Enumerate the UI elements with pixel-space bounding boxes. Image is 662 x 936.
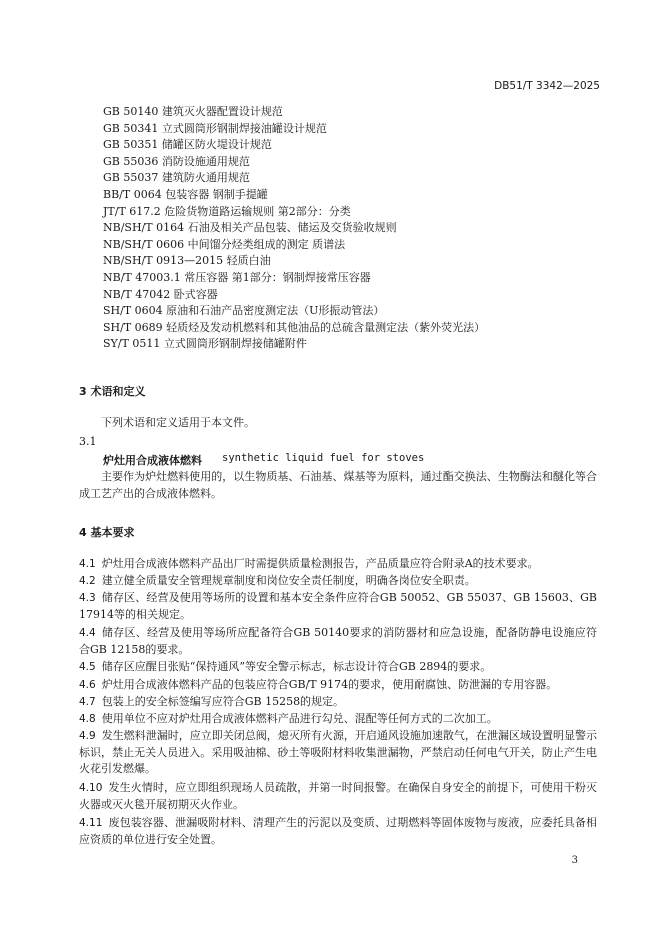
- normative-references-list: [103, 104, 485, 353]
- term-english: synthetic liquid fuel for stoves: [222, 452, 425, 464]
- reference-item: BB/T 0064 包装容器 钢制手提罐: [103, 187, 268, 201]
- term-definition: 主要作为炉灶燃料使用的，以生物质基、石油基、煤基等为原料，通过酯交换法、生物酶法和醚化等合成工艺产出的合成液体燃料。: [79, 470, 597, 500]
- item-number: 4.4: [79, 627, 96, 639]
- item-text: 建立健全质量安全管理规章制度和岗位安全责任制度，明确各岗位安全职责。: [101, 574, 476, 587]
- reference-item: GB 55036 消防设施通用规范: [103, 154, 250, 168]
- reference-item: GB 50341 立式圆筒形钢制焊接油罐设计规范: [103, 121, 327, 135]
- requirement-item: [79, 815, 597, 848]
- requirement-item: [79, 694, 597, 711]
- requirement-item: [79, 780, 597, 813]
- reference-item: SH/T 0689 轻质烃及发动机燃料和其他油品的总硫含量测定法（紫外荧光法）: [103, 320, 486, 334]
- section-4-heading: 4 基本要求: [79, 526, 135, 539]
- term-number: 3.1: [79, 435, 97, 448]
- item-number: 4.3: [79, 592, 96, 604]
- item-number: 4.8: [79, 713, 96, 725]
- item-text: 储存区、经营及使用等场所的设置和基本安全条件应符合GB 50052、GB 55037、GB 15603、GB 17914等的相关规定。: [79, 591, 597, 621]
- reference-item: NB/T 47042 卧式容器: [103, 287, 218, 301]
- reference-item: SY/T 0511 立式圆筒形钢制焊接储罐附件: [103, 337, 307, 351]
- reference-item: NB/SH/T 0606 中间馏分烃类组成的测定 质谱法: [103, 237, 346, 251]
- reference-item: JT/T 617.2 危险货物道路运输规则 第2部分：分类: [103, 204, 351, 218]
- item-text: 包装上的安全标签编写应符合GB 15258的规定。: [101, 695, 345, 708]
- requirement-item: [79, 659, 597, 676]
- item-text: 储存区应醒目张贴“保持通风”等安全警示标志，标志设计符合GB 2894的要求。: [101, 660, 492, 673]
- item-number: 4.11: [79, 817, 103, 829]
- item-number: 4.9: [79, 730, 96, 742]
- requirement-item: [79, 728, 597, 778]
- item-number: 4.1: [79, 558, 96, 570]
- item-text: 发生火情时，应立即组织现场人员疏散，并第一时间报警。在确保自身安全的前提下，可使用干粉灭火器或灭火毯开展初期灭火作业。: [79, 781, 597, 811]
- item-text: 储存区、经营及使用等场所应配备符合GB 50140要求的消防器材和应急设施，配备防静电设施应符合GB 12158的要求。: [79, 626, 597, 656]
- term-chinese: 炉灶用合成液体燃料: [103, 454, 202, 467]
- requirement-item: [79, 711, 597, 728]
- section-3-intro: 下列术语和定义适用于本文件。: [101, 416, 255, 429]
- reference-item: GB 55037 建筑防火通用规范: [103, 171, 250, 185]
- item-text: 发生燃料泄漏时，应立即关闭总阀，熄灭所有火源，开启通风设施加速散气，在泄漏区域设置明显警示标识，禁止无关人员进入。采用吸油棉、砂土等吸附材料收集泄漏物，严禁启动任何电气开关，防止产生电火花引发燃爆。: [79, 729, 597, 776]
- item-number: 4.5: [79, 661, 96, 673]
- item-number: 4.10: [79, 782, 103, 794]
- reference-item: SH/T 0604 原油和石油产品密度测定法（U形振动管法）: [103, 304, 385, 318]
- reference-item: NB/T 47003.1 常压容器 第1部分：钢制焊接常压容器: [103, 270, 371, 284]
- item-number: 4.2: [79, 575, 96, 587]
- requirement-item: [79, 677, 597, 694]
- item-text: 废包装容器、泄漏吸附材料、清理产生的污泥以及变质、过期燃料等固体废物与废液，应委托具备相应资质的单位进行安全处置。: [79, 816, 597, 846]
- item-text: 使用单位不应对炉灶用合成液体燃料产品进行勾兑、混配等任何方式的二次加工。: [101, 712, 498, 725]
- requirement-item: [79, 625, 597, 658]
- reference-item: GB 50140 建筑灭火器配置设计规范: [103, 105, 283, 118]
- page-number: 3: [571, 855, 578, 866]
- reference-item: NB/SH/T 0913—2015 轻质白油: [103, 254, 271, 268]
- item-text: 炉灶用合成液体燃料产品的包装应符合GB/T 9174的要求，使用耐腐蚀、防泄漏的专用容器。: [101, 678, 558, 691]
- reference-item: NB/SH/T 0164 石油及相关产品包装、储运及交货验收规则: [103, 221, 397, 235]
- requirement-item: [79, 590, 597, 623]
- section-3-heading: 3 术语和定义: [79, 385, 146, 398]
- requirement-item: [79, 556, 597, 573]
- item-text: 炉灶用合成液体燃料产品出厂时需提供质量检测报告，产品质量应符合附录A的技术要求。: [101, 557, 539, 570]
- item-number: 4.6: [79, 679, 96, 691]
- item-number: 4.7: [79, 696, 96, 708]
- requirement-item: [79, 573, 597, 590]
- reference-item: GB 50351 储罐区防火堤设计规范: [103, 138, 272, 152]
- document-code: DB51/T 3342—2025: [494, 80, 600, 92]
